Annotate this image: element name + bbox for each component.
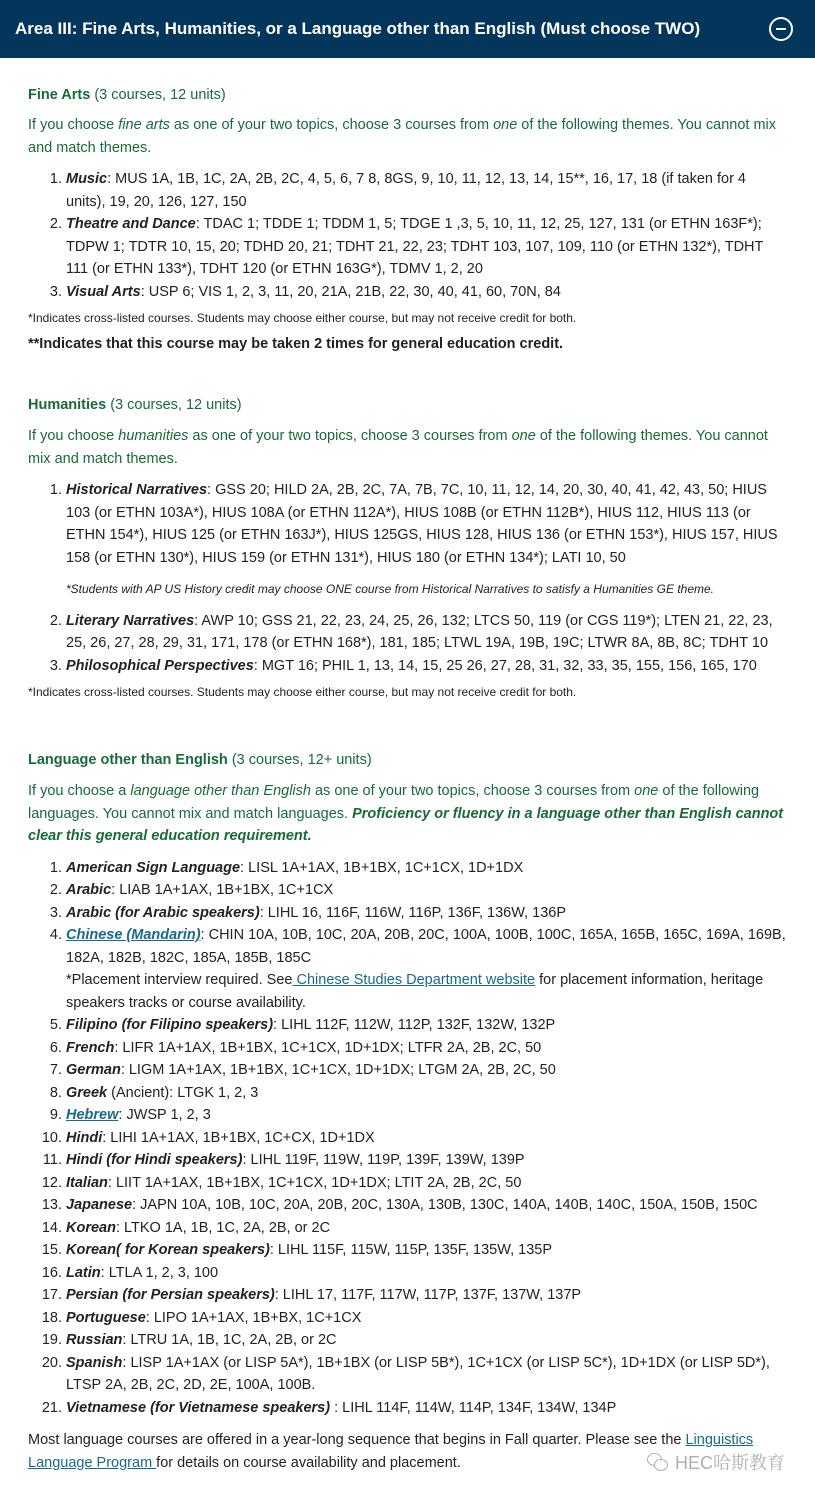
language-footer: Most language courses are offered in a year-long sequence that begins in Fall quarter. Please see the Linguistics Language Program for details on course availability and placement. bbox=[28, 1432, 754, 1471]
list-item: 1. American Sign Language: LISL 1A+1AX, 1B+1BX, 1C+1CX, 1D+1DX bbox=[66, 857, 787, 880]
list-item: 2. Literary Narratives: AWP 10; GSS 21, 22, 23, 24, 25, 26, 132; LTCS 50, 119 (or CGS 119*); LTEN 21, 22, 23, 25, 26, 27, 28, 29, 31, 171, 178 (or ETHN 168*), 181, 185; LTWL 19A, 19B, 19C; LTWR 8A, 8B, 8C; TDHT 10 bbox=[66, 610, 787, 655]
list-item: 19. Russian: LTRU 1A, 1B, 1C, 2A, 2B, or 2C bbox=[66, 1329, 787, 1352]
list-item: 20. Spanish: LISP 1A+1AX (or LISP 5A*), 1B+1BX (or LISP 5B*), 1C+1CX (or LISP 5C*), 1D+1DX (or LISP 5D*), LTSP 2A, 2B, 2C, 2D, 2E, 100A, 100B. bbox=[66, 1352, 787, 1397]
list-item: 2. Arabic: LIAB 1A+1AX, 1B+1BX, 1C+1CX bbox=[66, 879, 787, 902]
language-list bbox=[28, 857, 787, 1420]
list-item: 6. French: LIFR 1A+1AX, 1B+1BX, 1C+1CX, 1D+1DX; LTFR 2A, 2B, 2C, 50 bbox=[66, 1037, 787, 1060]
list-item: 16. Latin: LTLA 1, 2, 3, 100 bbox=[66, 1262, 787, 1285]
list-item: 1. Historical Narratives: GSS 20; HILD 2A, 2B, 2C, 7A, 7B, 7C, 10, 11, 12, 14, 20, 30, 40, 41, 42, 43, 50; HIUS 103 (or ETHN 103A*), HIUS 108A (or ETHN 112A*), HIUS 108B (or ETHN 112B*), HIUS 112, HIUS 113 (or ETHN 154*), HIUS 125 (or ETHN 163J*), HIUS 125GS, HIUS 128, HIUS 136 (or ETHN 153*), HIUS 157, HIUS 158 (or ETHN 130*), HIUS 159 (or ETHN 131*), HIUS 180 (or ETHN 134*); LATI 10, 50 *Students with AP US History credit may choose ONE course from Historical Narratives to satisfy a Humanities GE theme. bbox=[66, 479, 787, 601]
list-item: 2. Theatre and Dance: TDAC 1; TDDE 1; TDDM 1, 5; TDGE 1 ,3, 5, 10, 11, 12, 25, 127, 131 (or ETHN 163F*); TDPW 1; TDTR 10, 15, 20; TDHD 20, 21; TDHT 21, 22, 23; TDHT 103, 107, 109, 110 (or ETHN 132*), TDHT 111 (or ETHN 133*), TDHT 120 (or ETHN 163G*), TDMV 1, 2, 20 bbox=[66, 213, 787, 281]
list-item: 3. Visual Arts: USP 6; VIS 1, 2, 3, 11, 20, 21A, 21B, 22, 30, 40, 41, 60, 70N, 84 bbox=[66, 281, 787, 304]
cross-listed-note: *Indicates cross-listed courses. Students may choose either course, but may not receive credit for both. bbox=[28, 311, 577, 325]
list-item: 17. Persian (for Persian speakers): LIHL 17, 117F, 117W, 117P, 137F, 137W, 137P bbox=[66, 1284, 787, 1307]
list-item: 5. Filipino (for Filipino speakers): LIHL 112F, 112W, 112P, 132F, 132W, 132P bbox=[66, 1014, 787, 1037]
list-item: 15. Korean( for Korean speakers): LIHL 115F, 115W, 115P, 135F, 135W, 135P bbox=[66, 1239, 787, 1262]
list-item: 12. Italian: LIIT 1A+1AX, 1B+1BX, 1C+1CX, 1D+1DX; LTIT 2A, 2B, 2C, 50 bbox=[66, 1172, 787, 1195]
list-item: 18. Portuguese: LIPO 1A+1AX, 1B+BX, 1C+1CX bbox=[66, 1307, 787, 1330]
wechat-icon bbox=[647, 1453, 669, 1471]
humanities-intro: If you choose humanities as one of your two topics, choose 3 courses from one of the following themes. You cannot mix and match themes. bbox=[28, 428, 768, 467]
list-item: 13. Japanese: JAPN 10A, 10B, 10C, 20A, 20B, 20C, 130A, 130B, 130C, 140A, 140B, 140C, 150A, 150B, 150C bbox=[66, 1194, 787, 1217]
watermark-text: HEC哈斯教育 bbox=[674, 1453, 785, 1473]
list-item: 3. Philosophical Perspectives: MGT 16; PHIL 1, 13, 14, 15, 25 26, 27, 28, 31, 32, 33, 35, 155, 156, 165, 170 bbox=[66, 655, 787, 678]
list-item: 8. Greek (Ancient): LTGK 1, 2, 3 bbox=[66, 1082, 787, 1105]
linguistics-program-link[interactable]: Linguistics Language Program bbox=[28, 1432, 754, 1471]
fine-arts-list bbox=[28, 168, 787, 303]
chinese-studies-link[interactable]: Chinese Studies Department website bbox=[292, 972, 536, 988]
list-item: 11. Hindi (for Hindi speakers): LIHL 119F, 119W, 119P, 139F, 139W, 139P bbox=[66, 1149, 787, 1172]
list-item: 7. German: LIGM 1A+1AX, 1B+1BX, 1C+1CX, 1D+1DX; LTGM 2A, 2B, 2C, 50 bbox=[66, 1059, 787, 1082]
list-item: 9. Hebrew: JWSP 1, 2, 3 bbox=[66, 1104, 787, 1127]
list-item: 4. Chinese (Mandarin): CHIN 10A, 10B, 10C, 20A, 20B, 20C, 100A, 100B, 100C, 165A, 165B, 165C, 169A, 169B, 182A, 182B, 182C, 185A, 185B, 185C *Placement interview required. See Chinese Studies Department website for placement information, heritage speakers tracks or course availability. bbox=[66, 924, 787, 1014]
watermark bbox=[647, 1449, 785, 1475]
ap-history-note: *Students with AP US History credit may choose ONE course from Historical Narratives to satisfy a Humanities GE theme. bbox=[66, 582, 714, 596]
humanities-heading: Humanities (3 courses, 12 units) bbox=[28, 397, 242, 413]
language-intro: If you choose a language other than English as one of your two topics, choose 3 courses from one of the following languages. You cannot mix and match languages. Proficiency or fluency in a language other than English cannot clear this general education requirement. bbox=[28, 783, 784, 844]
chinese-link[interactable]: Chinese (Mandarin) bbox=[66, 927, 201, 943]
collapse-icon[interactable] bbox=[769, 17, 793, 41]
repeat-credit-note: **Indicates that this course may be taken 2 times for general education credit. bbox=[28, 336, 564, 352]
list-item: 21. Vietnamese (for Vietnamese speakers) : LIHL 114F, 114W, 114P, 134F, 134W, 134P bbox=[66, 1397, 787, 1420]
list-item: 1. Music: MUS 1A, 1B, 1C, 2A, 2B, 2C, 4, 5, 6, 7 8, 8GS, 9, 10, 11, 12, 13, 14, 15**, 16, 17, 18 (if taken for 4 units), 19, 20, 126, 127, 150 bbox=[66, 168, 787, 213]
list-item: 3. Arabic (for Arabic speakers): LIHL 16, 116F, 116W, 116P, 136F, 136W, 136P bbox=[66, 902, 787, 925]
fine-arts-heading: Fine Arts (3 courses, 12 units) bbox=[28, 87, 226, 103]
area-header[interactable] bbox=[0, 0, 815, 58]
fine-arts-intro: If you choose fine arts as one of your two topics, choose 3 courses from one of the following themes. You cannot mix and match themes. bbox=[28, 117, 777, 156]
list-item: 10. Hindi: LIHI 1A+1AX, 1B+1BX, 1C+CX, 1D+1DX bbox=[66, 1127, 787, 1150]
hebrew-link[interactable]: Hebrew bbox=[66, 1107, 119, 1123]
list-item: 14. Korean: LTKO 1A, 1B, 1C, 2A, 2B, or 2C bbox=[66, 1217, 787, 1240]
cross-listed-note: *Indicates cross-listed courses. Students may choose either course, but may not receive credit for both. bbox=[28, 685, 577, 699]
language-heading: Language other than English (3 courses, 12+ units) bbox=[28, 752, 372, 768]
area-title: Area III: Fine Arts, Humanities, or a Language other than English (Must choose TWO) bbox=[15, 19, 701, 38]
humanities-list bbox=[28, 479, 787, 677]
